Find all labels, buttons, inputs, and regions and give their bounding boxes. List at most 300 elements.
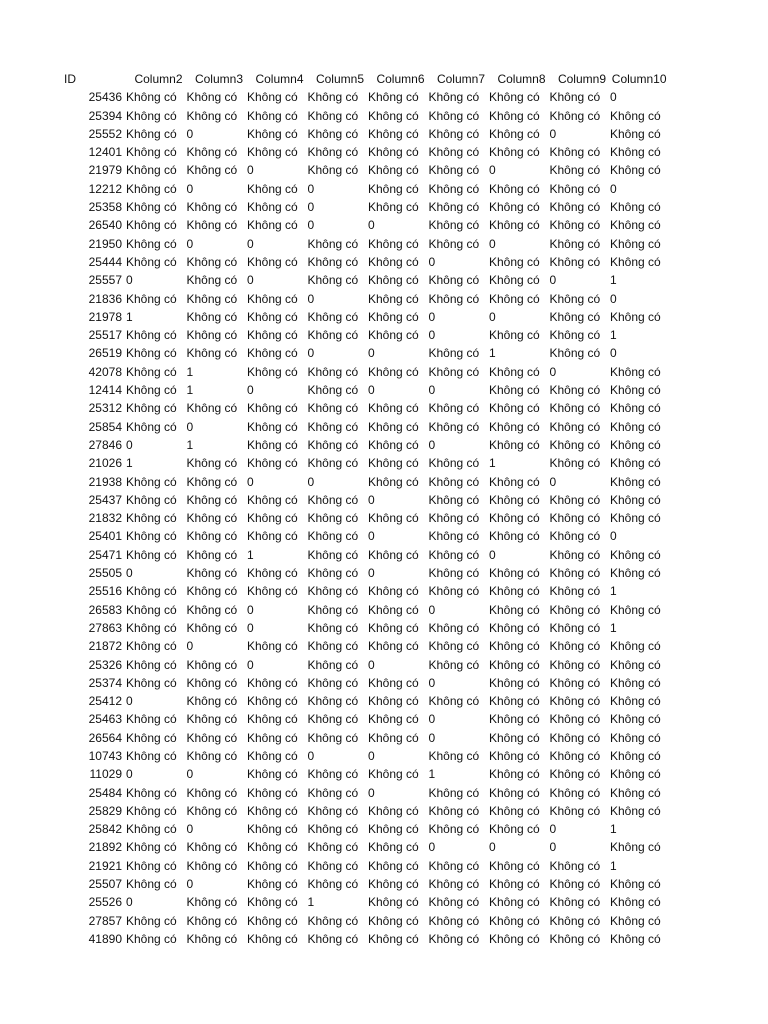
table-cell: Không có xyxy=(247,748,298,763)
table-cell: Không có xyxy=(186,511,238,526)
table-cell: 0 xyxy=(186,822,194,837)
row-id-cell: 25412 xyxy=(88,694,122,709)
table-cell: Không có xyxy=(610,200,661,215)
table-cell: Không có xyxy=(247,767,298,782)
table-cell: Không có xyxy=(307,364,359,379)
table-cell: 1 xyxy=(489,346,496,361)
table-cell: 0 xyxy=(186,767,194,782)
table-row xyxy=(62,582,669,600)
table-cell: Không có xyxy=(247,181,298,196)
table-cell: Không có xyxy=(368,364,419,379)
table-cell: 1 xyxy=(610,858,617,873)
table-cell: 0 xyxy=(428,712,436,727)
row-id-cell: 26583 xyxy=(88,602,122,617)
table-cell: Không có xyxy=(307,620,359,635)
table-cell: 0 xyxy=(126,767,133,782)
table-cell: 0 xyxy=(126,437,133,452)
table-cell: 1 xyxy=(126,456,133,471)
row-id-cell: 12401 xyxy=(88,145,122,160)
row-id-cell: 21921 xyxy=(88,858,122,873)
table-cell: Không có xyxy=(549,730,601,745)
table-cell: 0 xyxy=(428,840,436,855)
table-row xyxy=(62,820,669,838)
table-cell: 0 xyxy=(186,639,194,654)
table-cell: Không có xyxy=(126,200,177,215)
table-cell: Không có xyxy=(549,218,601,233)
table-cell: Không có xyxy=(549,547,601,562)
table-cell: Không có xyxy=(610,913,661,928)
table-row xyxy=(62,930,669,948)
table-cell: Không có xyxy=(307,90,359,105)
table-cell: Không có xyxy=(126,328,177,343)
table-cell: Không có xyxy=(126,712,177,727)
table-cell: Không có xyxy=(549,858,601,873)
row-id-cell: 25842 xyxy=(88,822,122,837)
table-cell: Không có xyxy=(489,328,540,343)
table-cell: Không có xyxy=(428,511,480,526)
table-cell: 0 xyxy=(247,620,254,635)
table-cell: Không có xyxy=(247,145,298,160)
table-cell: Không có xyxy=(307,511,359,526)
table-cell: 0 xyxy=(368,492,375,507)
table-cell: Không có xyxy=(610,419,661,434)
table-cell: Không có xyxy=(610,218,661,233)
table-cell: Không có xyxy=(428,822,480,837)
row-id-cell: 21938 xyxy=(88,474,122,489)
table-cell: Không có xyxy=(307,126,359,141)
table-cell: Không có xyxy=(307,145,359,160)
row-id-cell: 27857 xyxy=(88,913,122,928)
table-cell: Không có xyxy=(428,913,480,928)
table-row xyxy=(62,619,669,637)
table-row xyxy=(62,253,669,271)
table-cell: 0 xyxy=(489,236,496,251)
table-cell: Không có xyxy=(489,602,540,617)
table-cell: Không có xyxy=(126,822,177,837)
row-id-cell: 21836 xyxy=(88,291,122,306)
table-cell: Không có xyxy=(186,90,238,105)
table-cell: 0 xyxy=(610,529,617,544)
table-cell: Không có xyxy=(247,877,298,892)
table-cell: 1 xyxy=(610,584,617,599)
table-cell: 0 xyxy=(368,529,375,544)
table-cell: Không có xyxy=(368,803,419,818)
row-id-cell: 25484 xyxy=(88,785,122,800)
table-cell: Không có xyxy=(489,584,540,599)
table-cell: 0 xyxy=(549,474,557,489)
table-cell: Không có xyxy=(126,108,177,123)
row-id-cell: 25526 xyxy=(88,895,122,910)
table-cell: 1 xyxy=(610,328,617,343)
table-cell: Không có xyxy=(186,803,238,818)
table-cell: Không có xyxy=(126,785,177,800)
column-header-column5: Column5 xyxy=(315,72,364,86)
table-cell: Không có xyxy=(610,145,661,160)
row-id-cell: 12414 xyxy=(88,383,122,398)
table-cell: Không có xyxy=(247,639,298,654)
row-id-cell: 21026 xyxy=(88,456,122,471)
table-row xyxy=(62,235,669,253)
table-row xyxy=(62,656,669,674)
table-cell: Không có xyxy=(428,108,480,123)
table-cell: Không có xyxy=(126,291,177,306)
table-cell: Không có xyxy=(549,767,601,782)
table-cell: Không có xyxy=(126,529,177,544)
table-cell: Không có xyxy=(247,712,298,727)
table-cell: Không có xyxy=(428,200,480,215)
table-row xyxy=(62,216,669,234)
table-cell: 0 xyxy=(126,694,133,709)
table-cell: Không có xyxy=(368,620,419,635)
table-cell: Không có xyxy=(549,401,601,416)
table-cell: 0 xyxy=(307,291,315,306)
table-cell: Không có xyxy=(428,474,480,489)
table-cell: Không có xyxy=(610,456,661,471)
table-row xyxy=(62,710,669,728)
table-cell: Không có xyxy=(247,419,298,434)
table-cell: Không có xyxy=(489,364,540,379)
table-cell: Không có xyxy=(126,584,177,599)
table-cell: 0 xyxy=(247,273,254,288)
table-cell: Không có xyxy=(549,584,601,599)
table-cell: 0 xyxy=(247,657,254,672)
table-cell: Không có xyxy=(489,895,540,910)
table-cell: 0 xyxy=(368,657,375,672)
table-cell: Không có xyxy=(186,163,238,178)
table-row xyxy=(62,198,669,216)
row-id-cell: 25557 xyxy=(88,273,122,288)
table-cell: Không có xyxy=(489,748,540,763)
table-cell: Không có xyxy=(307,419,359,434)
table-cell: Không có xyxy=(549,383,601,398)
table-cell: Không có xyxy=(126,877,177,892)
table-row xyxy=(62,893,669,911)
table-cell: 0 xyxy=(549,840,557,855)
table-cell: Không có xyxy=(489,492,540,507)
table-row xyxy=(62,784,669,802)
table-row xyxy=(62,674,669,692)
table-row xyxy=(62,857,669,875)
table-cell: Không có xyxy=(126,858,177,873)
table-cell: Không có xyxy=(549,931,601,946)
table-cell: Không có xyxy=(489,437,540,452)
table-cell: Không có xyxy=(307,877,359,892)
table-cell: 0 xyxy=(610,181,617,196)
table-cell: 0 xyxy=(549,364,557,379)
table-cell: Không có xyxy=(610,748,661,763)
table-cell: Không có xyxy=(489,822,540,837)
table-row xyxy=(62,473,669,491)
row-id-cell: 25394 xyxy=(88,108,122,123)
table-cell: Không có xyxy=(489,730,540,745)
table-cell: Không có xyxy=(610,877,661,892)
table-row xyxy=(62,637,669,655)
table-cell: 0 xyxy=(368,218,375,233)
table-cell: Không có xyxy=(610,383,661,398)
table-cell: Không có xyxy=(368,913,419,928)
table-cell: Không có xyxy=(126,840,177,855)
table-cell: Không có xyxy=(126,547,177,562)
table-cell: 1 xyxy=(247,547,254,562)
row-id-cell: 25516 xyxy=(88,584,122,599)
table-cell: Không có xyxy=(549,620,601,635)
table-cell: Không có xyxy=(307,456,359,471)
table-cell: Không có xyxy=(610,785,661,800)
table-cell: Không có xyxy=(368,309,419,324)
table-cell: 0 xyxy=(428,383,436,398)
table-cell: 0 xyxy=(186,126,194,141)
table-cell: Không có xyxy=(126,145,177,160)
column-header-id: ID xyxy=(64,72,76,86)
table-cell: Không có xyxy=(549,566,601,581)
table-cell: 1 xyxy=(186,383,194,398)
table-cell: Không có xyxy=(489,694,540,709)
table-cell: Không có xyxy=(186,895,238,910)
row-id-cell: 25854 xyxy=(88,419,122,434)
table-cell: Không có xyxy=(186,401,238,416)
table-cell: Không có xyxy=(368,437,419,452)
table-cell: Không có xyxy=(186,309,238,324)
table-cell: 0 xyxy=(549,822,557,837)
table-cell: Không có xyxy=(489,858,540,873)
table-cell: Không có xyxy=(307,401,359,416)
table-cell: Không có xyxy=(247,401,298,416)
table-cell: Không có xyxy=(368,236,419,251)
row-id-cell: 25358 xyxy=(88,200,122,215)
table-cell: Không có xyxy=(307,309,359,324)
table-cell: Không có xyxy=(549,163,601,178)
table-cell: Không có xyxy=(307,822,359,837)
table-cell: 1 xyxy=(126,309,133,324)
table-cell: Không có xyxy=(126,346,177,361)
table-cell: Không có xyxy=(247,364,298,379)
table-cell: Không có xyxy=(247,346,298,361)
table-cell: Không có xyxy=(126,419,177,434)
table-cell: Không có xyxy=(368,730,419,745)
table-cell: Không có xyxy=(368,254,419,269)
table-cell: Không có xyxy=(126,401,177,416)
table-cell: Không có xyxy=(368,419,419,434)
table-row xyxy=(62,454,669,472)
table-cell: Không có xyxy=(247,218,298,233)
table-cell: Không có xyxy=(186,108,238,123)
table-cell: Không có xyxy=(549,108,601,123)
table-cell: Không có xyxy=(247,895,298,910)
table-cell: Không có xyxy=(186,858,238,873)
table-cell: Không có xyxy=(247,437,298,452)
table-cell: Không có xyxy=(549,785,601,800)
row-id-cell: 21872 xyxy=(88,639,122,654)
table-cell: Không có xyxy=(126,163,177,178)
row-id-cell: 26519 xyxy=(88,346,122,361)
table-cell: Không có xyxy=(186,145,238,160)
table-row xyxy=(62,88,669,106)
table-cell: 0 xyxy=(126,895,133,910)
table-cell: 0 xyxy=(549,273,557,288)
header-row xyxy=(62,70,669,88)
row-id-cell: 21979 xyxy=(88,163,122,178)
table-cell: Không có xyxy=(549,181,601,196)
table-cell: Không có xyxy=(428,291,480,306)
table-cell: Không có xyxy=(247,328,298,343)
table-cell: Không có xyxy=(549,419,601,434)
table-cell: Không có xyxy=(610,547,661,562)
row-id-cell: 25436 xyxy=(88,90,122,105)
table-cell: 1 xyxy=(489,456,496,471)
table-row xyxy=(62,802,669,820)
table-cell: 0 xyxy=(247,236,254,251)
column-header-column6: Column6 xyxy=(376,72,425,86)
table-cell: Không có xyxy=(428,126,480,141)
row-id-cell: 25505 xyxy=(88,566,122,581)
table-cell: Không có xyxy=(428,694,480,709)
table-cell: Không có xyxy=(126,511,177,526)
table-cell: 0 xyxy=(307,748,315,763)
table-cell: Không có xyxy=(549,291,601,306)
table-cell: Không có xyxy=(489,401,540,416)
table-row xyxy=(62,308,669,326)
table-cell: Không có xyxy=(186,657,238,672)
table-cell: 0 xyxy=(489,309,496,324)
table-cell: Không có xyxy=(186,675,238,690)
table-row xyxy=(62,436,669,454)
table-cell: Không có xyxy=(610,657,661,672)
table-cell: Không có xyxy=(428,364,480,379)
table-cell: Không có xyxy=(428,639,480,654)
table-cell: Không có xyxy=(428,584,480,599)
table-cell: Không có xyxy=(368,712,419,727)
table-cell: Không có xyxy=(549,803,601,818)
table-cell: Không có xyxy=(186,931,238,946)
table-cell: Không có xyxy=(126,90,177,105)
table-cell: Không có xyxy=(428,931,480,946)
table-cell: Không có xyxy=(549,254,601,269)
table-cell: Không có xyxy=(368,126,419,141)
table-cell: Không có xyxy=(307,840,359,855)
table-cell: Không có xyxy=(307,913,359,928)
table-cell: Không có xyxy=(489,657,540,672)
row-id-cell: 25552 xyxy=(88,126,122,141)
column-header-column9: Column9 xyxy=(557,72,606,86)
table-cell: 0 xyxy=(489,163,496,178)
table-cell: 0 xyxy=(307,200,315,215)
table-cell: Không có xyxy=(610,767,661,782)
table-row xyxy=(62,875,669,893)
table-cell: Không có xyxy=(549,200,601,215)
table-cell: Không có xyxy=(368,639,419,654)
table-row xyxy=(62,912,669,930)
table-cell: Không có xyxy=(307,730,359,745)
table-cell: Không có xyxy=(247,529,298,544)
table-row xyxy=(62,692,669,710)
table-cell: 1 xyxy=(610,273,617,288)
column-header-column8: Column8 xyxy=(497,72,546,86)
table-cell: Không có xyxy=(126,181,177,196)
row-id-cell: 21832 xyxy=(88,511,122,526)
table-cell: Không có xyxy=(126,383,177,398)
table-cell: Không có xyxy=(186,913,238,928)
table-cell: Không có xyxy=(489,913,540,928)
table-cell: Không có xyxy=(610,474,661,489)
table-cell: Không có xyxy=(610,566,661,581)
table-row xyxy=(62,418,669,436)
table-cell: Không có xyxy=(186,492,238,507)
table-cell: Không có xyxy=(489,383,540,398)
table-cell: Không có xyxy=(368,401,419,416)
table-cell: Không có xyxy=(126,803,177,818)
table-cell: Không có xyxy=(428,456,480,471)
table-cell: Không có xyxy=(368,931,419,946)
table-cell: Không có xyxy=(428,492,480,507)
table-cell: Không có xyxy=(307,108,359,123)
table-cell: Không có xyxy=(549,511,601,526)
table-cell: Không có xyxy=(368,694,419,709)
table-cell: 0 xyxy=(610,291,617,306)
row-id-cell: 25463 xyxy=(88,712,122,727)
table-cell: Không có xyxy=(307,767,359,782)
table-cell: Không có xyxy=(610,108,661,123)
table-cell: Không có xyxy=(489,675,540,690)
row-id-cell: 26564 xyxy=(88,730,122,745)
table-cell: Không có xyxy=(549,145,601,160)
table-cell: 0 xyxy=(489,840,496,855)
column-header-column7: Column7 xyxy=(436,72,485,86)
row-id-cell: 25444 xyxy=(88,254,122,269)
table-cell: Không có xyxy=(186,474,238,489)
table-cell: Không có xyxy=(126,236,177,251)
table-cell: Không có xyxy=(489,529,540,544)
row-id-cell: 11029 xyxy=(89,767,122,782)
table-cell: Không có xyxy=(610,309,661,324)
row-id-cell: 25471 xyxy=(88,547,122,562)
table-row xyxy=(62,564,669,582)
table-cell: 0 xyxy=(307,181,315,196)
column-header-column3: Column3 xyxy=(194,72,243,86)
table-cell: 0 xyxy=(368,346,375,361)
row-id-cell: 25507 xyxy=(88,877,122,892)
table-cell: Không có xyxy=(368,602,419,617)
row-id-cell: 10743 xyxy=(88,748,122,763)
table-cell: 1 xyxy=(307,895,315,910)
table-cell: Không có xyxy=(247,913,298,928)
row-id-cell: 25517 xyxy=(88,328,122,343)
table-cell: Không có xyxy=(368,822,419,837)
row-id-cell: 27863 xyxy=(88,620,122,635)
table-cell: Không có xyxy=(368,291,419,306)
table-cell: Không có xyxy=(368,877,419,892)
table-cell: Không có xyxy=(428,748,480,763)
row-id-cell: 25437 xyxy=(88,492,122,507)
table-cell: Không có xyxy=(247,730,298,745)
table-cell: Không có xyxy=(126,364,177,379)
table-cell: Không có xyxy=(489,474,540,489)
table-cell: Không có xyxy=(610,492,661,507)
table-cell: Không có xyxy=(247,931,298,946)
table-cell: Không có xyxy=(610,401,661,416)
table-cell: Không có xyxy=(126,620,177,635)
table-cell: Không có xyxy=(489,108,540,123)
table-cell: Không có xyxy=(610,730,661,745)
table-cell: Không có xyxy=(126,913,177,928)
table-cell: Không có xyxy=(428,145,480,160)
table-cell: Không có xyxy=(247,803,298,818)
table-cell: Không có xyxy=(307,858,359,873)
table-cell: 0 xyxy=(428,309,436,324)
table-row xyxy=(62,546,669,564)
table-cell: Không có xyxy=(307,163,359,178)
table-cell: Không có xyxy=(126,639,177,654)
table-cell: Không có xyxy=(186,785,238,800)
